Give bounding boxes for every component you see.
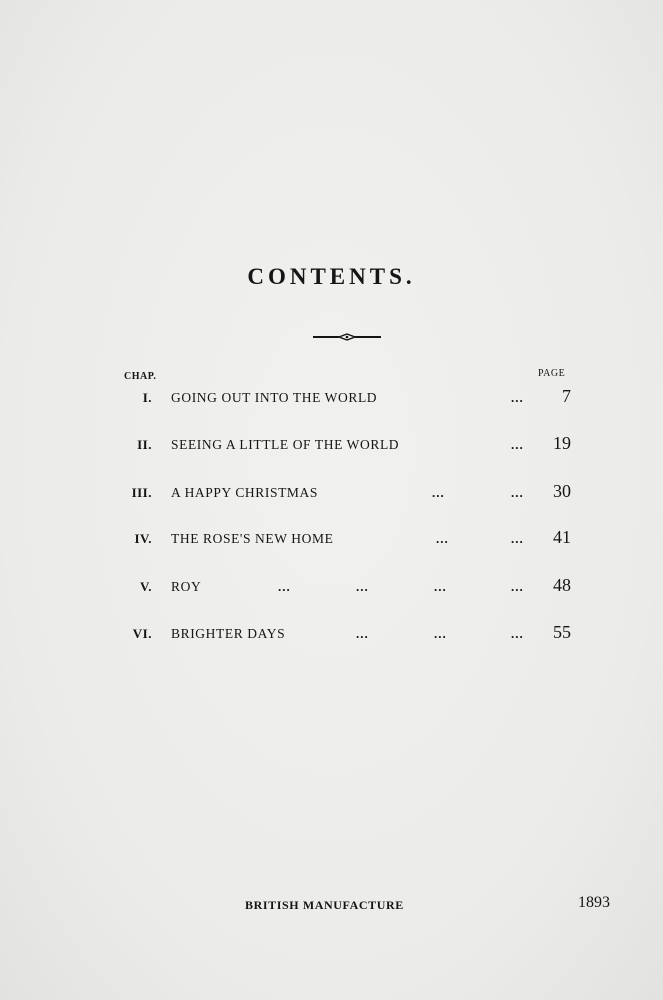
dot-leader: ... (356, 579, 369, 594)
dot-leader: ... (511, 626, 524, 641)
chapter-title: GOING OUT INTO THE WORLD (171, 390, 378, 405)
toc-entry[interactable] (0, 575, 663, 599)
dot-leader: ... (434, 626, 447, 641)
dot-leader: ... (278, 579, 291, 594)
page-number: 55 (553, 622, 571, 642)
chapter-title: BRIGHTER DAYS (171, 626, 286, 641)
page-number: 41 (553, 527, 571, 547)
page-title: CONTENTS. (247, 264, 416, 289)
toc-entry[interactable] (0, 527, 663, 551)
toc-entry[interactable] (0, 481, 663, 505)
dot-leader: ... (511, 579, 524, 594)
chapter-column-label: CHAP. (124, 371, 157, 382)
dot-leader: ... (511, 485, 524, 500)
chapter-title: A HAPPY CHRISTMAS (171, 485, 318, 500)
footer-manufacture-note: BRITISH MANUFACTURE (245, 898, 404, 912)
toc-entry[interactable] (0, 433, 663, 457)
toc-entry[interactable] (0, 386, 663, 410)
dot-leader: ... (432, 485, 445, 500)
chapter-number: III. (131, 485, 152, 500)
chapter-title: SEEING A LITTLE OF THE WORLD (171, 437, 400, 452)
dot-leader: ... (356, 626, 369, 641)
dot-leader: ... (511, 531, 524, 546)
chapter-title: ROY (171, 579, 202, 594)
page-number: 48 (553, 575, 571, 595)
dot-leader: ... (436, 531, 449, 546)
dot-leader: ... (511, 390, 524, 405)
page-number: 7 (562, 386, 571, 406)
toc-entry[interactable] (0, 622, 663, 646)
chapter-title: THE ROSE'S NEW HOME (171, 531, 334, 546)
page-number: 19 (553, 433, 571, 453)
chapter-number: IV. (134, 531, 152, 546)
ornament-divider (313, 331, 381, 343)
chapter-number: I. (142, 390, 152, 405)
dot-leader: ... (511, 437, 524, 452)
page-number: 30 (553, 481, 571, 501)
page-column-label: PAGE (538, 368, 566, 379)
chapter-number: V. (140, 579, 152, 594)
chapter-number: VI. (132, 626, 152, 641)
footer-year: 1893 (578, 894, 610, 911)
dot-leader: ... (434, 579, 447, 594)
chapter-number: II. (137, 437, 152, 452)
